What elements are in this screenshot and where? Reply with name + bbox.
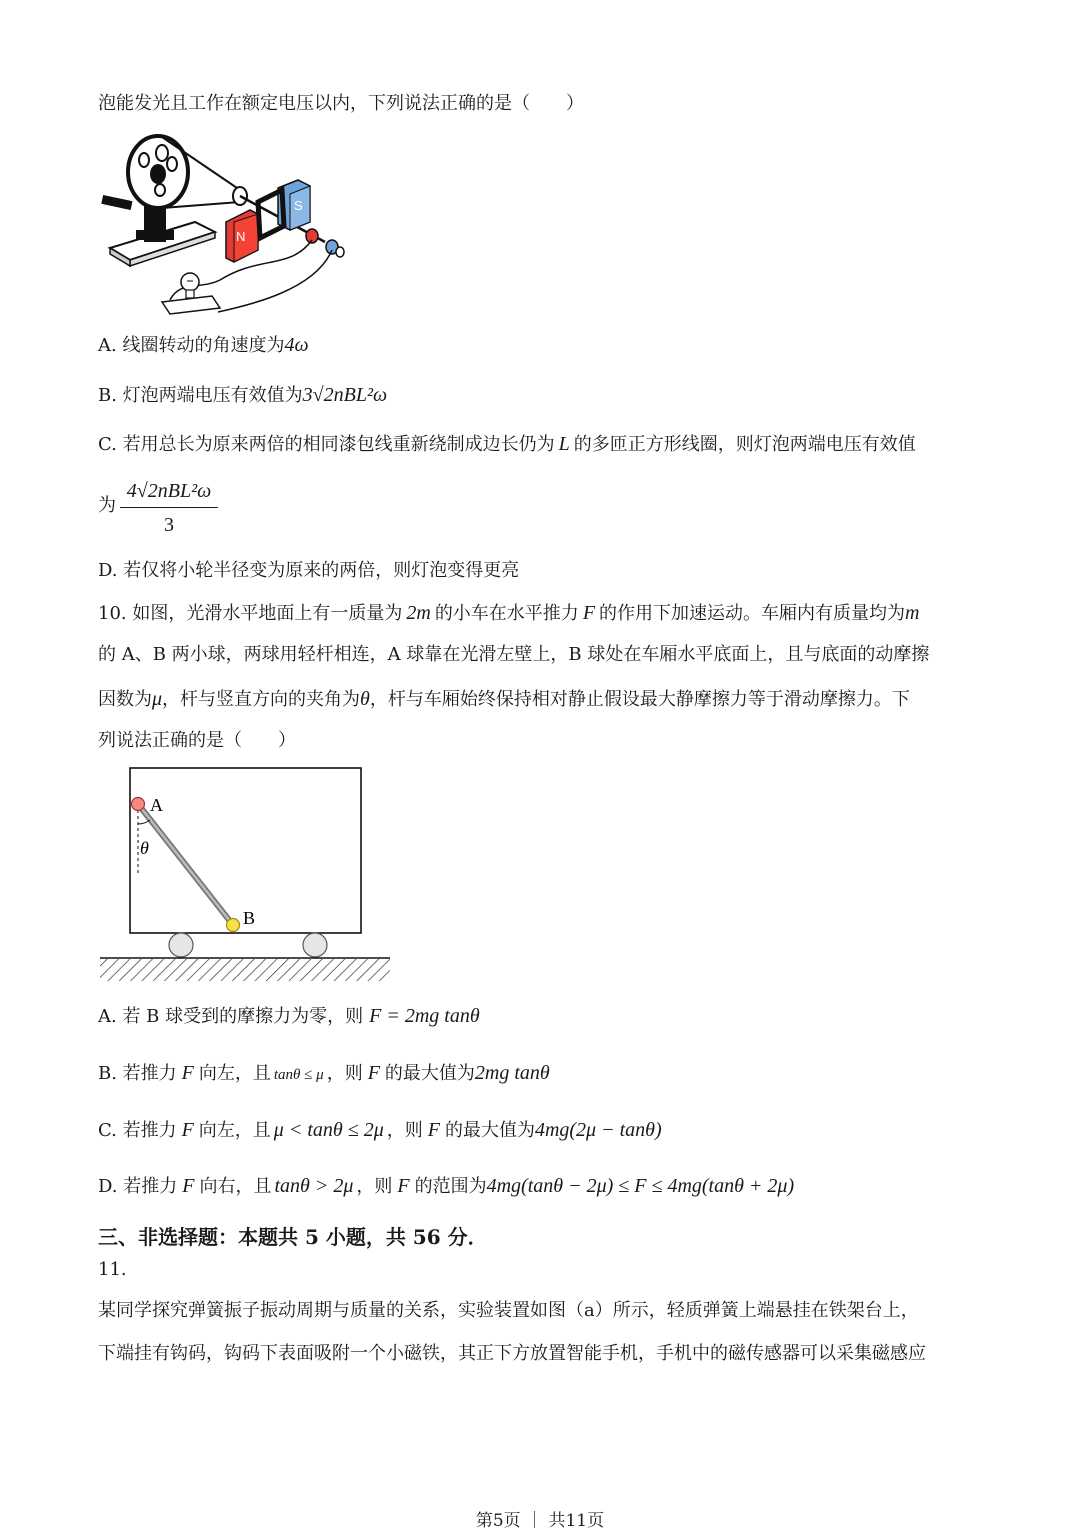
q10-line4: 列说法正确的是（ ） bbox=[98, 730, 296, 751]
q10-option-c-g: 的最大值为 bbox=[444, 1120, 535, 1141]
ball-a-label: A bbox=[150, 795, 163, 815]
q9-option-c-text: C. 若用总长为原来两倍的相同漆包线重新绕制成边长仍为 bbox=[98, 434, 555, 455]
q10-option-c-f: F bbox=[427, 1119, 440, 1141]
q10-line3-d: θ bbox=[360, 688, 370, 710]
q10-option-d-h: 4mg(tanθ − 2μ) ≤ F ≤ 4mg(tanθ + 2μ) bbox=[486, 1175, 795, 1197]
q10-option-d bbox=[98, 1176, 794, 1196]
q10-option-b-f: F bbox=[367, 1062, 380, 1084]
q9-option-c-prefix: 为 bbox=[98, 495, 116, 516]
q10-line1-c: 的小车在水平推力 bbox=[434, 603, 579, 624]
q10-option-d-d: tanθ > 2μ bbox=[274, 1175, 354, 1197]
q9-option-a bbox=[98, 335, 309, 355]
generator-figure bbox=[100, 130, 350, 320]
q10-option-b-a: B. 若推力 bbox=[98, 1063, 177, 1084]
q9-option-c bbox=[98, 434, 916, 454]
q9-option-b-text: B. 灯泡两端电压有效值为 bbox=[98, 385, 303, 406]
q9-option-b-math: 3√2nBL²ω bbox=[302, 384, 388, 406]
q10-line3-a: 因数为 bbox=[98, 689, 152, 710]
q9-option-c-var: L bbox=[558, 433, 570, 455]
q10-option-b-e: ，则 bbox=[326, 1063, 363, 1084]
south-label: S bbox=[294, 198, 303, 213]
q10-option-d-e: ，则 bbox=[356, 1176, 393, 1197]
q9-option-a-text: A. 线圈转动的角速度为 bbox=[98, 335, 285, 356]
q10-option-c-c: 向左，且 bbox=[198, 1120, 271, 1141]
q10-line3-e: ，杆与车厢始终保持相对静止假设最大静摩擦力等于滑动摩擦力。下 bbox=[369, 689, 910, 710]
q10-option-a-math: F = 2mg tanθ bbox=[369, 1005, 480, 1027]
q10-line1-a: 10. 如图，光滑水平地面上有一质量为 bbox=[98, 603, 403, 624]
q10-option-b bbox=[98, 1063, 550, 1083]
q11-line1: 某同学探究弹簧振子振动周期与质量的关系，实验装置如图（a）所示，轻质弹簧上端悬挂在铁架台上， bbox=[98, 1300, 919, 1321]
q10-option-a-text: A. 若 B 球受到的摩擦力为零，则 bbox=[98, 1006, 364, 1027]
q10-option-b-d: tanθ ≤ μ bbox=[273, 1067, 324, 1083]
q10-option-c bbox=[98, 1120, 662, 1140]
q10-option-c-b: F bbox=[181, 1119, 194, 1141]
page-footer: 第5页 ｜ 共11页 bbox=[475, 1511, 605, 1531]
q10-option-d-f: F bbox=[397, 1175, 410, 1197]
q10-line3-c: ，杆与竖直方向的夹角为 bbox=[162, 689, 361, 710]
q10-option-c-a: C. 若推力 bbox=[98, 1120, 177, 1141]
q10-option-c-e: ，则 bbox=[386, 1120, 423, 1141]
q10-option-d-b: F bbox=[182, 1175, 195, 1197]
theta-label: θ bbox=[140, 838, 149, 858]
q10-option-b-c: 向左，且 bbox=[198, 1063, 271, 1084]
q10-line1-b: 2m bbox=[406, 602, 431, 624]
q10-option-b-g: 的最大值为 bbox=[384, 1063, 475, 1084]
q10-option-d-g: 的范围为 bbox=[414, 1176, 487, 1197]
q10-option-a bbox=[98, 1006, 480, 1026]
q10-option-b-h: 2mg tanθ bbox=[474, 1062, 550, 1084]
q11-line2: 下端挂有钩码，钩码下表面吸附一个小磁铁，其正下方放置智能手机，手机中的磁传感器可以采集磁感应 bbox=[98, 1343, 926, 1364]
q10-option-b-b: F bbox=[181, 1062, 194, 1084]
q10-line3 bbox=[98, 689, 910, 709]
q10-line1-f: m bbox=[905, 602, 920, 624]
q9-option-c-denominator: 3 bbox=[164, 514, 174, 536]
section-3-title: 三、非选择题：本题共 5 小题，共 56 分． bbox=[98, 1225, 488, 1249]
q10-option-d-a: D. 若推力 bbox=[98, 1176, 178, 1197]
q9-option-d: D. 若仅将小轮半径变为原来的两倍，则灯泡变得更亮 bbox=[98, 560, 520, 581]
q10-option-c-d: μ < tanθ ≤ 2μ bbox=[273, 1119, 384, 1141]
q10-option-d-c: 向右，且 bbox=[199, 1176, 272, 1197]
intro-text: 泡能发光且工作在额定电压以内，下列说法正确的是（ ） bbox=[98, 93, 584, 114]
q10-line2: 的 A、B 两小球，两球用轻杆相连，A 球靠在光滑左壁上，B 球处在车厢水平底面上，且与底面的动摩擦 bbox=[98, 644, 930, 665]
q9-option-a-math: 4ω bbox=[284, 334, 309, 356]
q10-option-c-h: 4mg(2μ − tanθ) bbox=[534, 1119, 662, 1141]
q9-option-c-text2: 的多匝正方形线圈，则灯泡两端电压有效值 bbox=[573, 434, 916, 455]
ball-b-label: B bbox=[243, 908, 256, 928]
cart-figure bbox=[98, 764, 393, 986]
q10-line1-e: 的作用下加速运动。车厢内有质量均为 bbox=[599, 603, 906, 624]
q9-option-c-fraction bbox=[120, 480, 218, 537]
q10-line3-b: μ bbox=[152, 688, 163, 710]
north-label: N bbox=[236, 229, 246, 244]
q9-option-b bbox=[98, 385, 387, 405]
q9-option-c-numerator: 4√2nBL²ω bbox=[120, 480, 218, 508]
q11-number: 11. bbox=[98, 1259, 127, 1280]
q10-line1-d: F bbox=[582, 602, 596, 624]
q10-line1 bbox=[98, 603, 919, 623]
